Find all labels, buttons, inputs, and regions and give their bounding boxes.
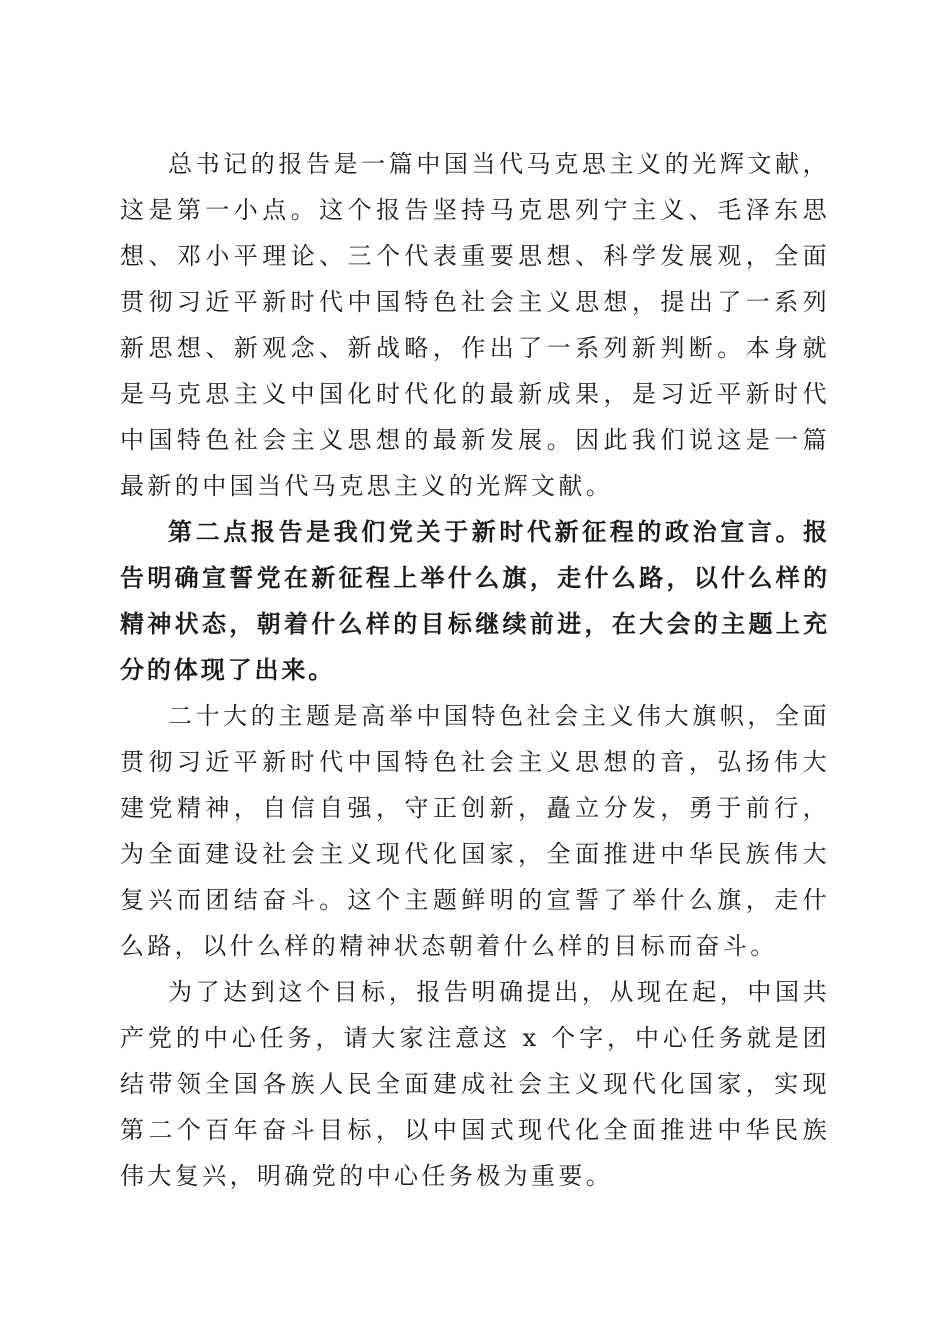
document-body — [120, 141, 830, 1199]
paragraph-4: 为了达到这个目标，报告明确提出，从现在起，中国共产党的中心任务，请大家注意这 x 个字，中心任务就是团结带领全国各族人民全面建成社会主义现代化国家，实现第二个百年奋斗目标，以中国式现代化全面推进中华民族伟大复兴，明确党的中心任务极为重要。 — [120, 978, 830, 1190]
paragraph-3: 二十大的主题是高举中国特色社会主义伟大旗帜，全面贯彻习近平新时代中国特色社会主义思想的音，弘扬伟大建党精神，自信自强，守正创新，矗立分发，勇于前行，为全面建设社会主义现代化国家，全面推进中华民族伟大复兴而团结奋斗。这个主题鲜明的宣誓了举什么旗，走什么路，以什么样的精神状态朝着什么样的目标而奋斗。 — [120, 702, 830, 960]
paragraph-2: 第二点报告是我们党关于新时代新征程的政治宣言。报告明确宣誓党在新征程上举什么旗，走什么路，以什么样的精神状态，朝着什么样的目标继续前进，在大会的主题上充分的体现了出来。 — [120, 517, 830, 684]
paragraph-1: 总书记的报告是一篇中国当代马克思主义的光辉文献，这是第一小点。这个报告坚持马克思列宁主义、毛泽东思想、邓小平理论、三个代表重要思想、科学发展观，全面贯彻习近平新时代中国特色社会主义思想，提出了一系列新思想、新观念、新战略，作出了一系列新判断。本身就是马克思主义中国化时代化的最新成果，是习近平新时代中国特色社会主义思想的最新发展。因此我们说这是一篇最新的中国当代马克思主义的光辉文献。 — [120, 150, 830, 500]
